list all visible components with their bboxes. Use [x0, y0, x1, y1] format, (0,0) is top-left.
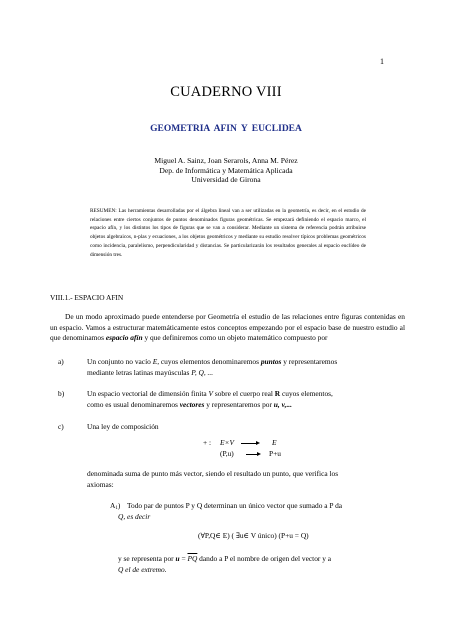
author-names: Miguel A. Sainz, Joan Serarols, Anna M. Pérez [154, 156, 298, 165]
axiom-equals: = [179, 554, 188, 563]
author-university: Universidad de Girona [191, 175, 261, 185]
item-b-line2-text: como es usual denominaremos [87, 399, 180, 409]
item-a-marker: a) [58, 357, 64, 366]
document-subtitle: GEOMETRIA AFIN Y EUCLIDEA [150, 124, 302, 134]
map-arrow2-head [257, 452, 261, 456]
axiom-line3 [118, 554, 331, 565]
axiom-line3-after: dando a P el nombre de origen del vector y a [197, 554, 332, 563]
item-c-line1: Una ley de composición [87, 422, 159, 431]
map-arrow-line [241, 443, 257, 444]
item-a-emphasis: puntos [260, 357, 282, 366]
item-a-vars: P, Q, ... [191, 367, 214, 377]
axiom-letter: A [110, 501, 116, 510]
intro-text-after: y que definiremos como un objeto matemático compuesto por [142, 333, 328, 343]
document-title: CUADERNO VIII [170, 84, 282, 100]
author-department: Dep. de Informática y Matemática Aplicada [159, 165, 293, 175]
item-a-line1 [87, 357, 405, 368]
item-b-line2-after: y representaremos por [204, 399, 274, 409]
map-arrow-head [256, 441, 260, 445]
item-b-text-mid: sobre el cuerpo real [213, 389, 275, 398]
item-b-emphasis: vectores [179, 399, 205, 409]
item-a-line2 [87, 368, 405, 379]
item-b-marker: b) [58, 389, 65, 398]
item-a-text-after: y representaremos [281, 357, 338, 366]
item-b-text-after: cuyos elementos, [280, 389, 333, 398]
abstract-label: RESUMEN: [90, 208, 117, 214]
intro-paragraph [50, 312, 405, 344]
map-result: P+u [269, 449, 281, 458]
item-b-line1 [87, 389, 405, 400]
intro-emphasis: espacio afín [105, 333, 143, 343]
axiom-line2: Q, es decir [118, 512, 151, 521]
axiom-line1: Todo par de puntos P y Q determinan un único vector que sumado a P da [127, 501, 343, 510]
item-a-set: E [152, 357, 158, 366]
author-block [0, 156, 452, 185]
item-a-text: Un conjunto no vacío [87, 357, 153, 366]
axiom-line3-text: y se representa por [118, 554, 176, 563]
item-c-after-line2: axiomas: [87, 480, 114, 489]
axiom-vector-u: u [175, 554, 180, 563]
item-b-space: V [208, 389, 214, 398]
axiom-line4: Q el de extremo. [118, 565, 167, 574]
item-b-line2 [87, 400, 405, 411]
axiom-formula: (∀P,Q∈ E) ( ∃u∈ V único) (P+u = Q) [198, 531, 309, 540]
intro-text-before: De un modo aproximado puede entenderse por Geometría el estudio de las relaciones entre figuras contenidas en un espacio. Vamos a estructurar matemáticamente estos conceptos empezando por el espacio base de nuestro estudio al que denominamos [50, 312, 405, 343]
abstract-text: Las herramientas desarrolladas por el álgebra lineal van a ser utilizadas en la geometría, es decir, en el estudio de relaciones entre ciertos conjuntos de puntos denominados figuras geométricas. Se empezará definiendo el espacio marco, el espacio afín, y los distintos los tipos de figuras que se van a considerar. Mediante un sistema de referencia podrán atribuirse objetos algebraicos, n-plas y ecuaciones, a los objetos geométricos y mediante su estudio resolver típicos problemas geométricos como incidencia, paralelismo, perpendicularidad y distancias. Se particularizarán los resultados generales al espacio euclídeo de dimensión tres. [90, 208, 366, 258]
abstract [90, 207, 366, 259]
section-heading: VIII.1.- ESPACIO AFIN [50, 293, 124, 302]
map-name: + : [203, 438, 212, 447]
item-a-line2-text: mediante letras latinas mayúsculas [87, 367, 192, 377]
item-b-text: Un espacio vectorial de dimensión finita [87, 389, 209, 398]
item-b-body [87, 389, 405, 410]
map-codomain: E [272, 438, 277, 447]
item-a-text-mid: , cuyos elementos denominaremos [157, 357, 261, 366]
item-a-body [87, 357, 405, 378]
item-b-vars: u, v,... [273, 399, 292, 409]
axiom-subscript: 1 [115, 506, 118, 511]
map-domain: E×V [220, 438, 235, 447]
item-c-marker: c) [58, 422, 64, 431]
page-number: 1 [380, 57, 384, 66]
item-c-after-line1: denominada suma de punto más vector, siendo el resultado un punto, que verifica los [87, 469, 339, 478]
map-argument: (P,u) [220, 449, 234, 458]
axiom-paren: ) [117, 501, 121, 510]
item-b-field: R [274, 389, 281, 398]
axiom-vector-pq: $\overline{PQ}$ [187, 554, 198, 563]
